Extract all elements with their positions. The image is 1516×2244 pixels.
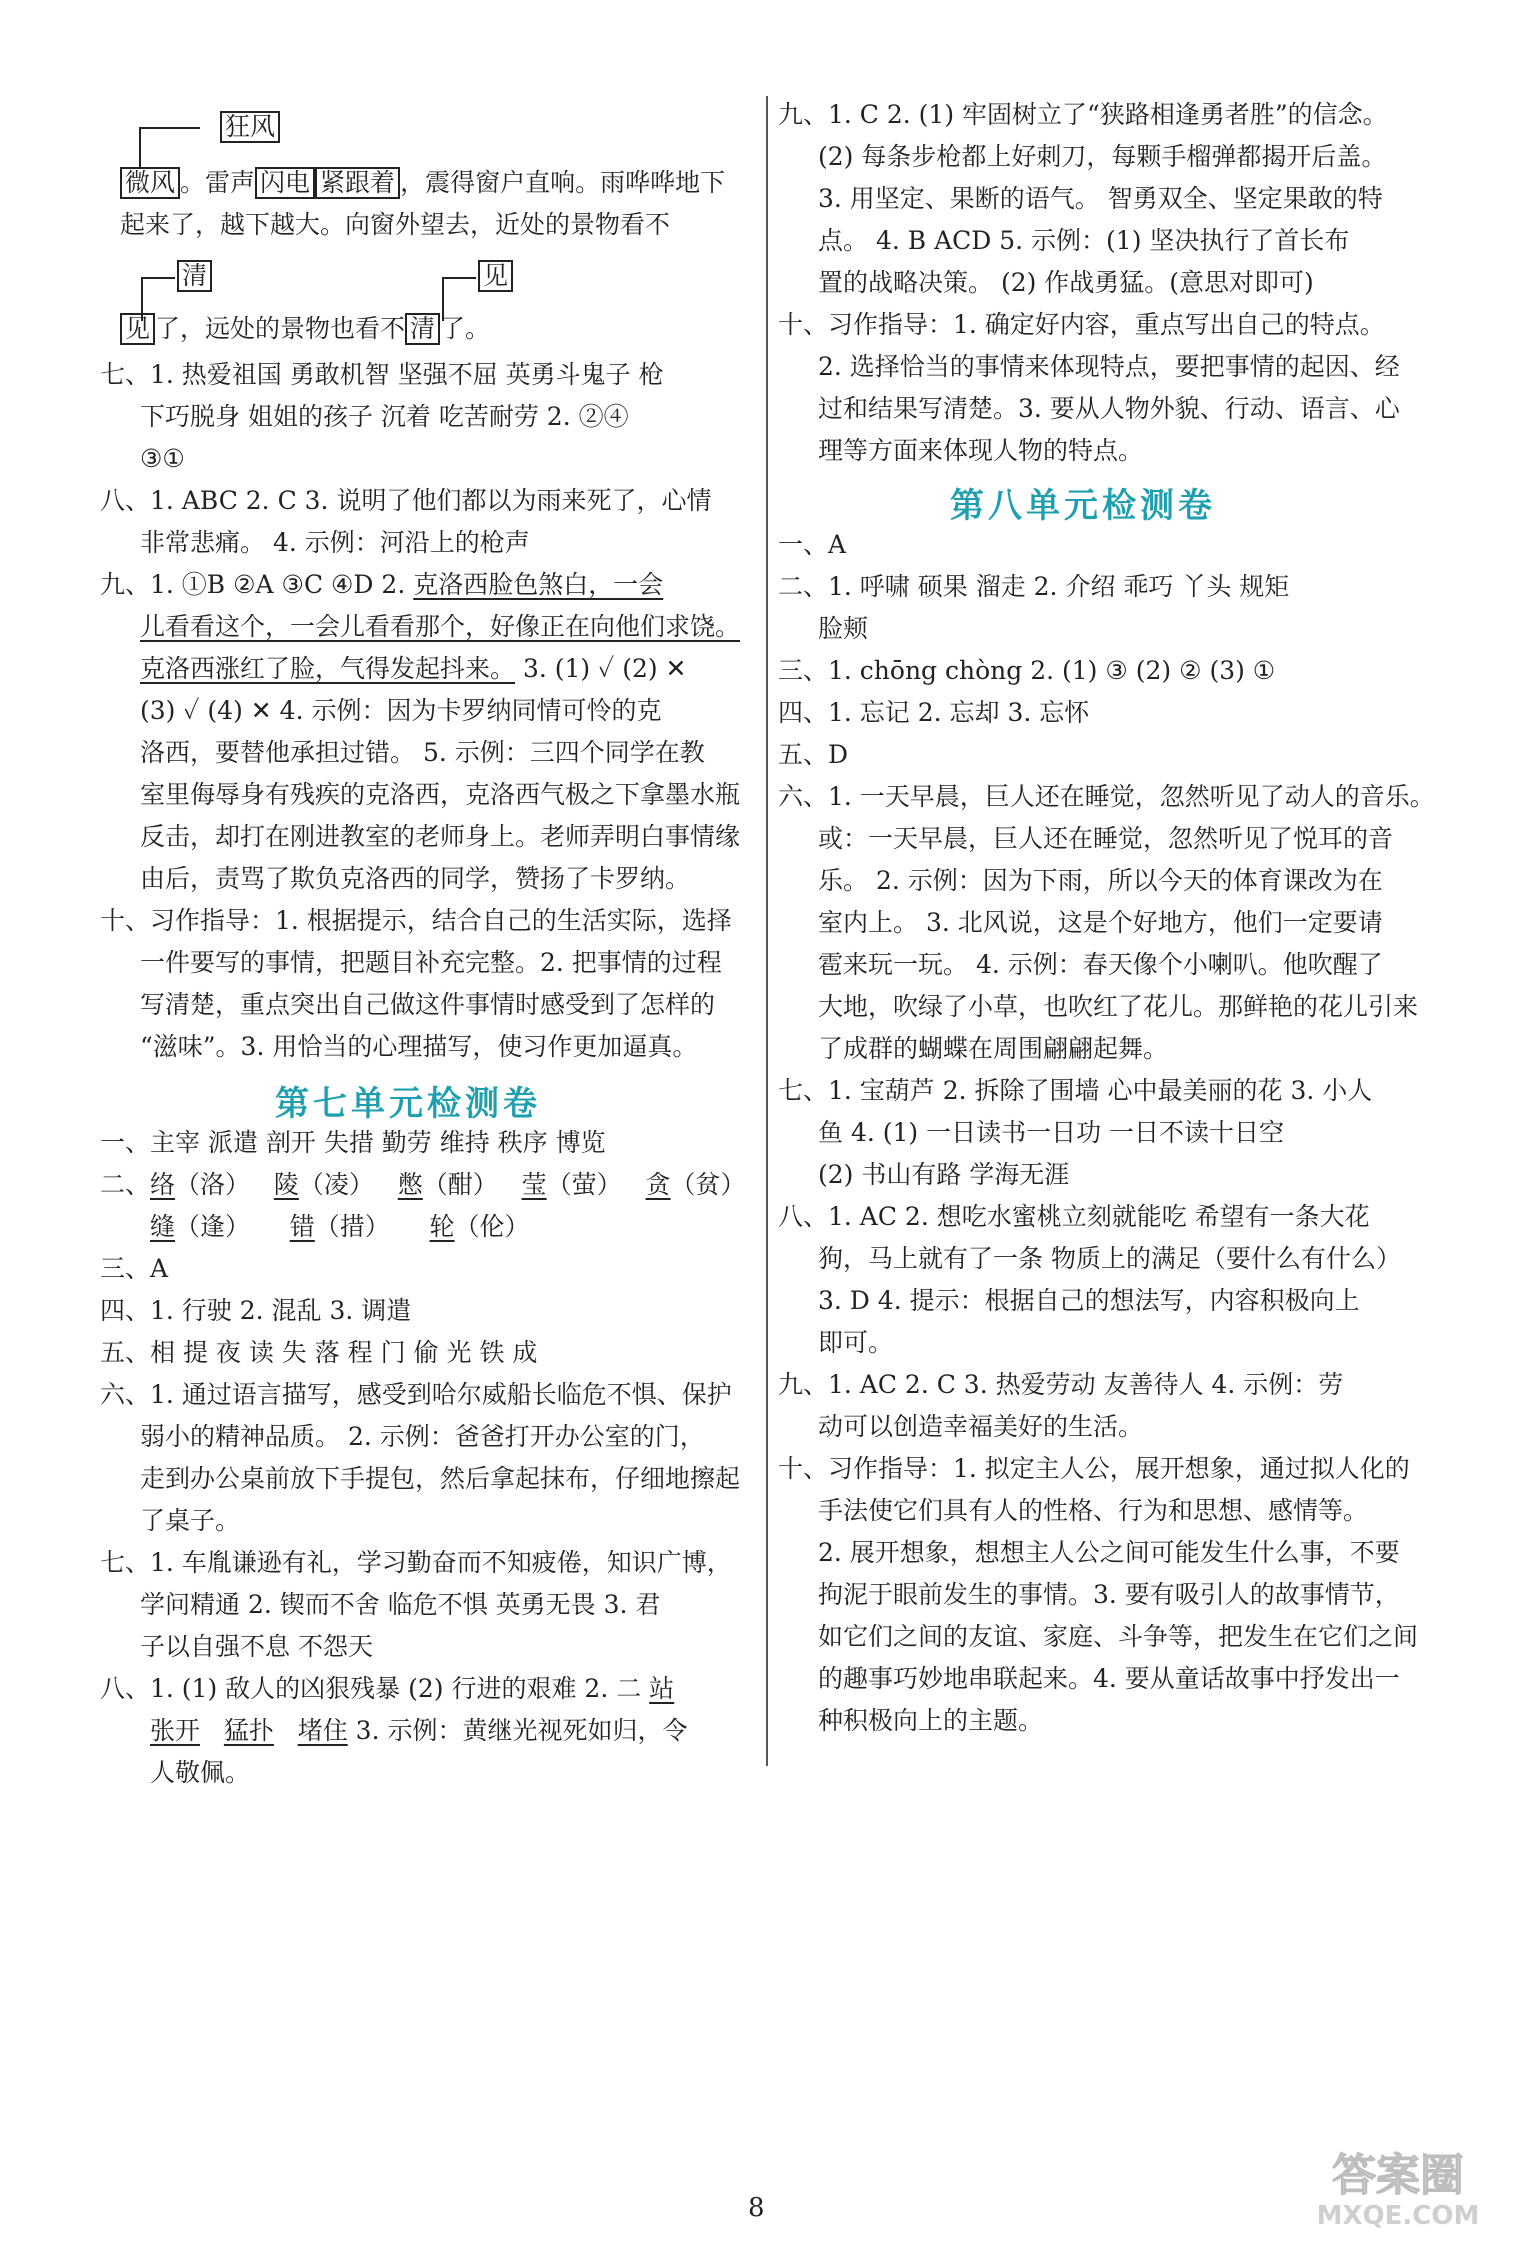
answer-line: 过和结果写清楚。3. 要从人物外貌、行动、语言、心 [818, 394, 1400, 423]
answer-line: “滋味”。3. 用恰当的心理描写，使习作更加逼真。 [140, 1032, 698, 1061]
answer-line: 洛西，要替他承担过错。 5. 示例：三四个同学在教 [140, 738, 705, 767]
answer-line: 理等方面来体现人物的特点。 [818, 436, 1144, 465]
answer-line: 四、1. 行驶 2. 混乱 3. 调遣 [100, 1296, 412, 1325]
answer-line: 四、1. 忘记 2. 忘却 3. 忘怀 [778, 698, 1090, 727]
answer-line: 的趣事巧妙地串联起来。4. 要从童话故事中抒发出一 [818, 1664, 1400, 1693]
answer-line: 非常悲痛。 4. 示例：河沿上的枪声 [140, 528, 530, 557]
answer-line: 狗，马上就有了一条 物质上的满足（要什么有什么） [818, 1244, 1401, 1273]
answer-line: 人敬佩。 [150, 1758, 251, 1787]
answer-line: 张开 猛扑 堵住 3. 示例：黄继光视死如归，令 [150, 1716, 688, 1745]
tree2-top2: 见 [478, 259, 513, 293]
answer-line: 十、习作指导：1. 拟定主人公，展开想象，通过拟人化的 [778, 1454, 1410, 1483]
section-heading-unit7: 第七单元检测卷 [275, 1084, 541, 1124]
answer-line: 五、相 提 夜 读 失 落 程 门 偷 光 铁 成 [100, 1338, 538, 1367]
section-heading-unit8: 第八单元检测卷 [950, 486, 1216, 526]
page-number: 8 [748, 2193, 765, 2223]
answer-line-corrections: 缝（逢） 错（措） 轮（伦） [150, 1212, 530, 1241]
answer-line: 手法使它们具有人的性格、行为和思想、感情等。 [818, 1496, 1369, 1525]
answer-line: 七、1. 车胤谦逊有礼，学习勤奋而不知疲倦，知识广博， [100, 1548, 732, 1577]
tree2-line: 见 了，远处的景物也看不 清 了。 [120, 312, 490, 346]
answer-line: 拘泥于眼前发生的事情。3. 要有吸引人的故事情节， [818, 1580, 1400, 1609]
answer-line: 动可以创造幸福美好的生活。 [818, 1412, 1144, 1441]
answer-line: 一件要写的事情，把题目补充完整。2. 把事情的过程 [140, 948, 722, 977]
answer-line: 室里侮辱身有残疾的克洛西，克洛西气极之下拿墨水瓶 [140, 780, 741, 809]
svg-text:答案圈: 答案圈 [1332, 2150, 1464, 2201]
answer-line: 鱼 4. (1) 一日读书一日功 一日不读十日空 [818, 1118, 1285, 1147]
answer-line: 室内上。 3. 北风说，这是个好地方，他们一定要请 [818, 908, 1383, 937]
answer-line: 七、1. 热爱祖国 勇敢机智 坚强不屈 英勇斗鬼子 枪 [100, 360, 664, 389]
svg-text:MXQE.COM: MXQE.COM [1316, 2201, 1480, 2231]
answer-line: 十、习作指导：1. 根据提示，结合自己的生活实际，选择 [100, 906, 732, 935]
answer-line: 学问精通 2. 锲而不舍 临危不惧 英勇无畏 3. 君 [140, 1590, 661, 1619]
answer-line: 大地，吹绿了小草，也吹红了花儿。那鲜艳的花儿引来 [818, 992, 1419, 1021]
answer-line: 脸颊 [818, 614, 869, 643]
answer-line: 六、1. 一天早晨，巨人还在睡觉，忽然听见了动人的音乐。 [778, 782, 1435, 811]
watermark-logo [1298, 2142, 1498, 2236]
answer-line: 雹来玩一玩。 4. 示例：春天像个小喇叭。他吹醒了 [818, 950, 1383, 979]
answer-line: 九、1. C 2. (1) 牢固树立了“狭路相逢勇者胜”的信念。 [778, 100, 1388, 129]
answer-line: 2. 选择恰当的事情来体现特点，要把事情的起因、经 [818, 352, 1400, 381]
answer-line: (2) 书山有路 学海无涯 [818, 1160, 1070, 1189]
answer-line: ③① [140, 444, 185, 473]
text-line: 起来了，越下越大。向窗外望去，近处的景物看不 [120, 210, 671, 239]
answer-line: 二、1. 呼啸 硕果 溜走 2. 介绍 乖巧 丫头 规矩 [778, 572, 1290, 601]
answer-line: 写清楚，重点突出自己做这件事情时感受到了怎样的 [140, 990, 716, 1019]
answer-line: 点。 4. B ACD 5. 示例：(1) 坚决执行了首长布 [818, 226, 1350, 255]
answer-line: 三、A [100, 1254, 169, 1283]
answer-line: 一、A [778, 530, 847, 559]
answer-line: 九、1. ①B ②A ③C ④D 2. 克洛西脸色煞白，一会 [100, 570, 664, 599]
answer-line: 八、1. ABC 2. C 3. 说明了他们都以为雨来死了，心情 [100, 486, 712, 515]
answer-line: 六、1. 通过语言描写，感受到哈尔威船长临危不惧、保护 [100, 1380, 732, 1409]
answer-line: 一、主宰 派遣 剖开 失措 勤劳 维持 秩序 博览 [100, 1128, 606, 1157]
answer-line: 反击，却打在刚进教室的老师身上。老师弄明白事情缘 [140, 822, 741, 851]
answer-line: 置的战略决策。 (2) 作战勇猛。(意思对即可) [818, 268, 1314, 297]
answer-line: 儿看看这个，一会儿看看那个，好像正在向他们求饶。 [140, 612, 741, 641]
tree1-top: 狂风 [220, 110, 280, 144]
answer-line: 由后，责骂了欺负克洛西的同学，赞扬了卡罗纳。 [140, 864, 691, 893]
answer-line: 种积极向上的主题。 [818, 1706, 1044, 1735]
answer-line: 子以自强不息 不怨天 [140, 1632, 373, 1661]
answer-line-corrections: 二、络（洛） 陵（凌） 憋（酣） 莹（萤） 贪（贫） [100, 1170, 746, 1199]
answer-line: 九、1. AC 2. C 3. 热爱劳动 友善待人 4. 示例：劳 [778, 1370, 1344, 1399]
answer-line: 走到办公桌前放下手提包，然后拿起抹布，仔细地擦起 [140, 1464, 741, 1493]
answer-line: 3. 用坚定、果断的语气。 智勇双全、坚定果敢的特 [818, 184, 1383, 213]
answer-line: 八、1. (1) 敌人的凶狠残暴 (2) 行进的艰难 2. 二 站 [100, 1674, 675, 1703]
answer-line: 或：一天早晨，巨人还在睡觉，忽然听见了悦耳的音 [818, 824, 1394, 853]
answer-line: 五、D [778, 740, 849, 769]
answer-line: 3. D 4. 提示：根据自己的想法写，内容积极向上 [818, 1286, 1360, 1315]
answer-line: 乐。 2. 示例：因为下雨，所以今天的体育课改为在 [818, 866, 1383, 895]
answer-line: 如它们之间的友谊、家庭、斗争等，把发生在它们之间 [818, 1622, 1419, 1651]
tree2-top1: 清 [177, 259, 212, 293]
column-divider [766, 96, 768, 1766]
answer-line: 了成群的蝴蝶在周围翩翩起舞。 [818, 1034, 1169, 1063]
answer-line: (3) ✓ (4) ✕ 4. 示例：因为卡罗纳同情可怜的克 [140, 696, 662, 725]
answer-line: (2) 每条步枪都上好刺刀，每颗手榴弹都揭开后盖。 [818, 142, 1387, 171]
answer-line: 弱小的精神品质。 2. 示例：爸爸打开办公室的门， [140, 1422, 705, 1451]
answer-line: 即可。 [818, 1328, 894, 1357]
answer-line: 克洛西涨红了脸，气得发起抖来。 3. (1) ✓ (2) ✕ [140, 654, 687, 683]
answer-line: 了桌子。 [140, 1506, 241, 1535]
answer-line: 下巧脱身 姐姐的孩子 沉着 吃苦耐劳 2. ②④ [140, 402, 629, 431]
answer-line: 2. 展开想象，想想主人公之间可能发生什么事，不要 [818, 1538, 1400, 1567]
answer-line: 三、1. chōng chòng 2. (1) ③ (2) ② (3) ① [778, 656, 1276, 685]
answer-line: 七、1. 宝葫芦 2. 拆除了围墙 心中最美丽的花 3. 小人 [778, 1076, 1373, 1105]
answer-line: 十、习作指导：1. 确定好内容，重点写出自己的特点。 [778, 310, 1385, 339]
tree1-line: 微风 。雷声 闪电 紧跟着 ，震得窗户直响。雨哗哗地下 [120, 166, 725, 200]
answer-line: 八、1. AC 2. 想吃水蜜桃立刻就能吃 希望有一条大花 [778, 1202, 1370, 1231]
